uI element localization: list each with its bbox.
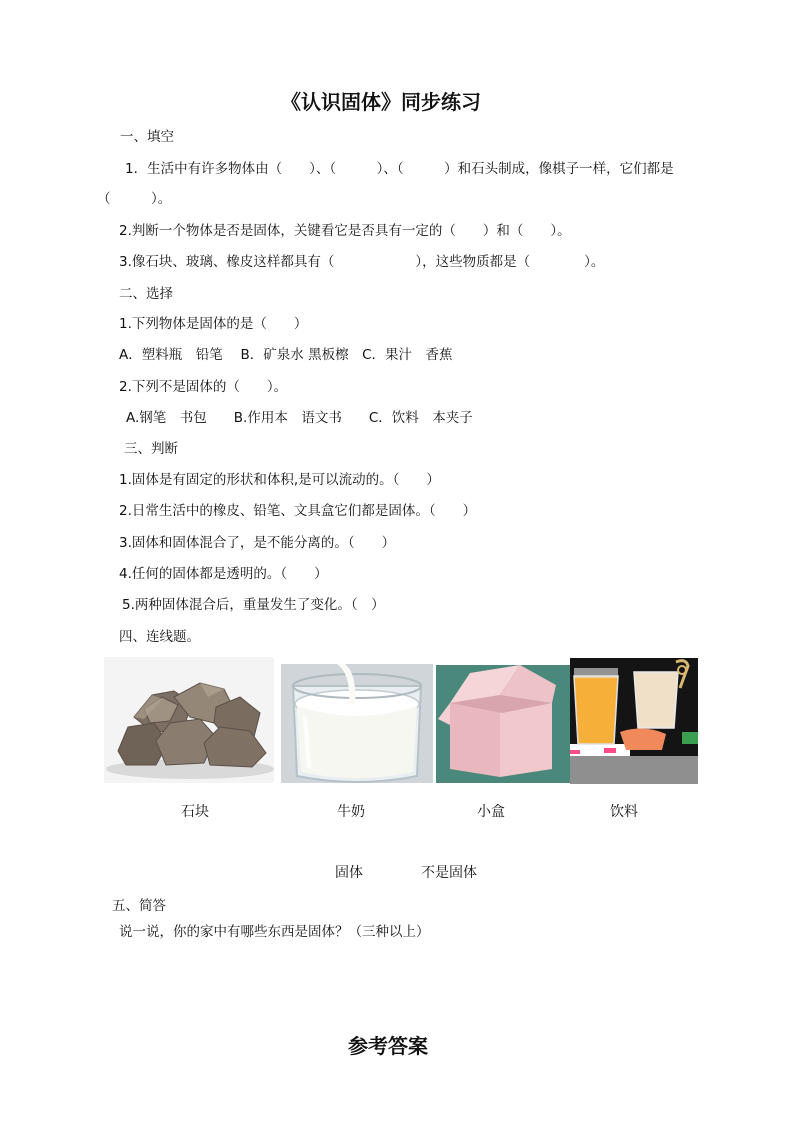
short-answer-question: 说一说，你的家中有哪些东西是固体？（三种以上） [119,924,430,940]
category-not-solid: 不是固体 [421,865,477,881]
milk-picture [281,664,433,783]
category-solid: 固体 [335,865,363,881]
fill-question-1-cont: （ ）。 [97,191,172,207]
stone-picture [104,657,274,783]
judge-question-1: 1.固体是有固定的形状和体积,是可以流动的。（ ） [119,472,440,488]
judge-question-4: 4.任何的固体都是透明的。（ ） [119,566,328,582]
fill-question-3: 3.像石块、玻璃、橡皮这样都具有（ ），这些物质都是（ ）。 [119,254,605,270]
item-label-stone: 石块 [181,804,209,820]
choice-question-2: 2.下列不是固体的（ ）。 [119,379,288,395]
answers-title: 参考答案 [348,1034,428,1058]
choice-question-2-options: A.钢笔 书包 B.作用本 语文书 C．饮料 本夹子 [126,410,473,426]
section-choice-heading: 二、选择 [119,286,173,302]
item-label-drinks: 饮料 [610,804,638,820]
judge-question-5: 5.两种固体混合后，重量发生了变化。（ ） [122,597,385,613]
section-fill-blank-heading: 一、填空 [120,129,174,145]
item-label-milk: 牛奶 [337,804,365,820]
item-label-box: 小盒 [477,804,505,820]
choice-question-1-options: A．塑料瓶 铅笔 B．矿泉水 黑板檫 C．果汁 香蕉 [119,347,453,363]
worksheet-title: 《认识固体》同步练习 [281,90,481,114]
section-judge-heading: 三、判断 [124,441,178,457]
drinks-picture [570,658,698,784]
judge-question-2: 2.日常生活中的橡皮、铅笔、文具盒它们都是固体。（ ） [119,503,477,519]
judge-question-3: 3.固体和固体混合了，是不能分离的。（ ） [119,535,396,551]
fill-question-1: 1．生活中有许多物体由（ ）、（ ）、（ ）和石头制成，像棋子一样，它们都是 [125,161,674,177]
section-short-answer-heading: 五、简答 [112,898,166,914]
section-matching-heading: 四、连线题。 [119,629,200,645]
fill-question-2: 2.判断一个物体是否是固体，关键看它是否具有一定的（ ）和（ ）。 [119,223,571,239]
choice-question-1: 1.下列物体是固体的是（ ） [119,316,308,332]
box-picture [436,665,570,783]
